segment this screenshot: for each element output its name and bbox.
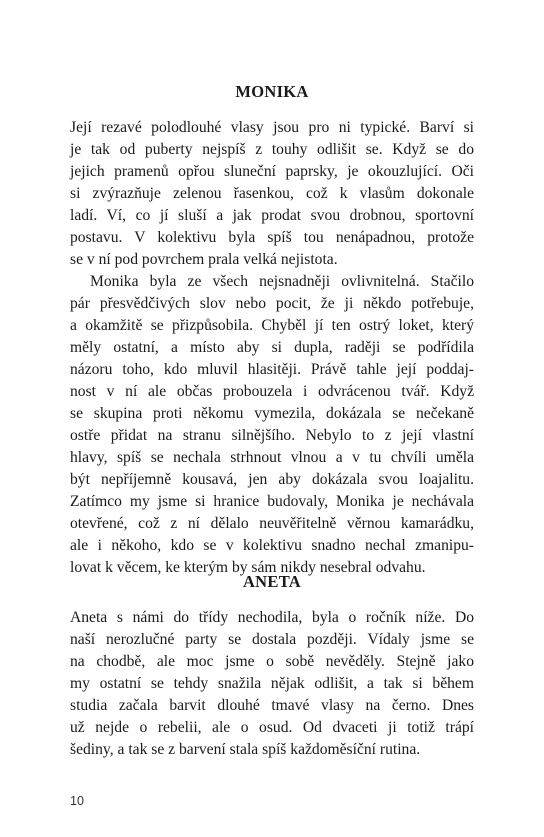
text-line: my ostatní se tehdy snažila nějak odlišit, a tak si během (70, 675, 474, 692)
text-line: na chodbě, ale moc jsme o sobě nevěděly. Stejně jako (70, 653, 474, 670)
text-line: být nepříjemně kousavá, jen aby dokázala svou loajalitu. (70, 471, 474, 488)
monika-paragraph-1 (70, 117, 474, 271)
text-line: se v ní pod povrchem prala velká nejistota. (70, 251, 338, 268)
section-title-aneta: ANETA (242, 572, 302, 591)
text-line: si zvýrazňuje zelenou řasenkou, což k vlasům dokonale (70, 185, 474, 202)
text-line: je tak od puberty nejspíš z touhy odlišit se. Když se do (70, 141, 474, 158)
text-line: ostře přidat na stranu silnějšího. Nebylo to z její vlastní (70, 427, 474, 444)
text-line: ale i někoho, kdo se v kolektivu snadno nechal zmanipu- (70, 537, 474, 554)
text-line: nost v ní ale občas probouzela i odvrácenou tvář. Když (70, 383, 474, 400)
text-line: už nejde o rebelii, ale o osud. Od dvaceti ji totiž trápí (70, 719, 474, 736)
text-line: Monika byla ze všech nejsnadněji ovlivnitelná. Stačilo (90, 273, 474, 290)
text-line: jejich pramenů opřou sluneční paprsky, je okouzlující. Oči (70, 163, 474, 180)
text-line: pár přesvědčivých slov nebo pocit, že ji někdo potřebuje, (70, 295, 474, 312)
page-number: 10 (70, 794, 84, 808)
section-title-monika: MONIKA (235, 82, 309, 101)
aneta-paragraph-1 (70, 607, 474, 761)
text-line: ladí. Ví, co jí sluší a jak prodat svou drobnou, sportovní (70, 207, 474, 224)
text-line: názoru toho, kdo mluvil hlasitěji. Právě tahle její poddaj- (70, 361, 474, 378)
text-line: šediny, a tak se z barvení stala spíš každoměsíční rutina. (70, 741, 421, 758)
text-line: a okamžitě se přizpůsobila. Chyběl jí ten ostrý loket, který (70, 317, 474, 334)
text-line: naší nerozlučné party se dostala později. Vídaly jsme se (70, 631, 474, 648)
monika-paragraph-2 (70, 271, 474, 579)
text-line: hlavy, spíš se nechala strhnout vlnou a v tu chvíli uměla (70, 449, 474, 466)
text-line: Aneta s námi do třídy nechodila, byla o ročník níže. Do (70, 609, 474, 626)
text-line: studia začala barvit dlouhé tmavé vlasy na černo. Dnes (70, 697, 474, 714)
text-line: měly ostatní, a místo aby si dupla, raději se podřídila (70, 339, 474, 356)
text-line: Její rezavé polodlouhé vlasy jsou pro ni typické. Barví si (70, 119, 474, 136)
text-line: otevřené, což z ní dělalo neuvěřitelně věrnou kamarádku, (70, 515, 474, 532)
text-line: Zatímco my jsme si hranice budovaly, Monika je nechávala (70, 493, 474, 510)
text-line: postavu. V kolektivu byla spíš tou nenápadnou, protože (70, 229, 474, 246)
text-line: lovat k věcem, ke kterým by sám nikdy nesebral odvahu. (70, 559, 426, 576)
text-line: se skupina proti někomu vymezila, dokázala se nečekaně (70, 405, 474, 422)
